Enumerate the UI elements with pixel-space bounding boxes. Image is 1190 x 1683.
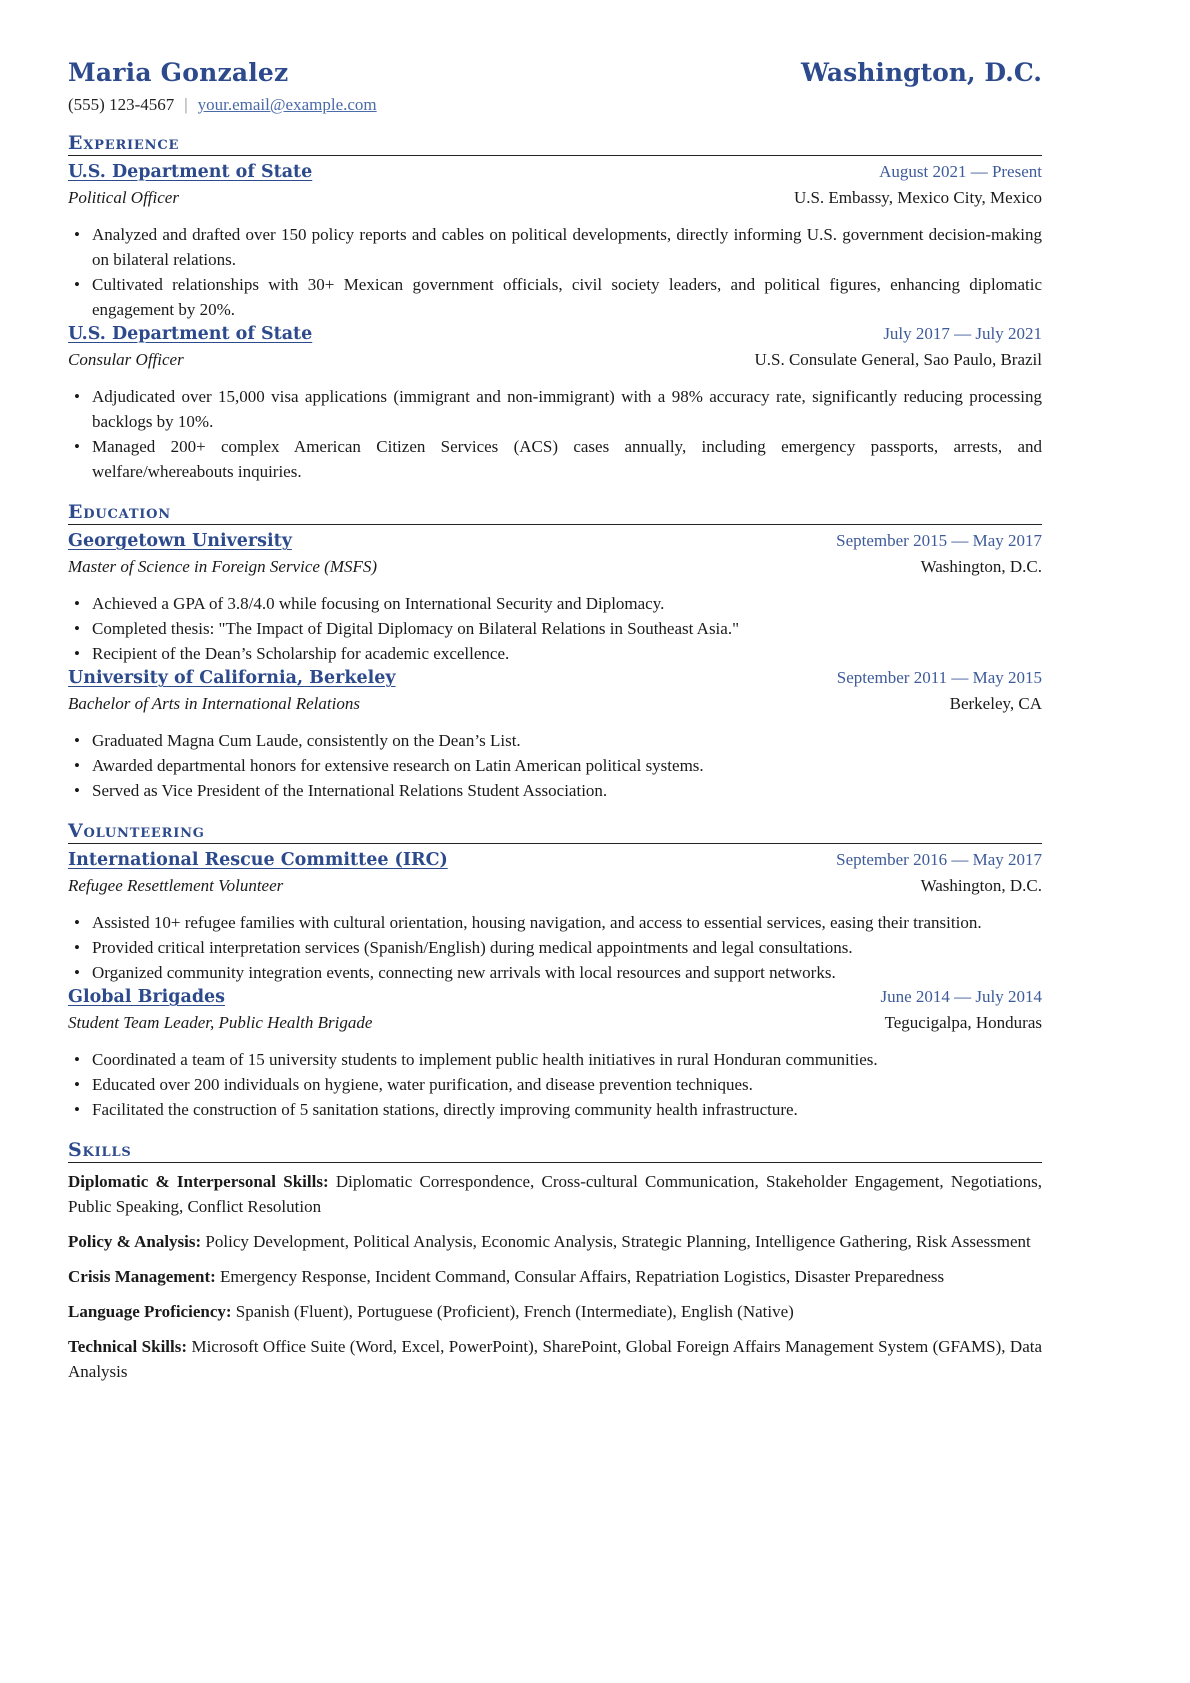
entry-role: Bachelor of Arts in International Relations [68,694,360,713]
entry-location: U.S. Embassy, Mexico City, Mexico [793,188,1042,207]
skill-label: Language Proficiency: [68,1302,232,1321]
education-entry [68,531,1042,666]
entry-role: Consular Officer [68,350,184,369]
skill-row [68,1299,1042,1324]
entry-location: Tegucigalpa, Honduras [884,1013,1042,1032]
entry-location: Washington, D.C. [920,557,1042,576]
bullet-item: • Completed thesis: "The Impact of Digital Diplomacy on Bilateral Relations in Southeast Asia." [68,616,1042,641]
volunteering-entry [68,987,1042,1122]
bullet-item: • Facilitated the construction of 5 sanitation stations, directly improving community health infrastructure. [68,1097,1042,1122]
bullet-item: • Managed 200+ complex American Citizen Services (ACS) cases annually, including emergency passports, arrests, and welfare/whereabouts inquiries. [68,434,1042,484]
entry-dates: September 2011 — May 2015 [836,668,1042,687]
bullet-list [68,728,1042,803]
resume-page [68,58,1042,1394]
entry-role: Refugee Resettlement Volunteer [68,876,284,895]
section-title-experience: Experience [68,131,1042,156]
skill-row [68,1229,1042,1254]
skill-value: Policy Development, Political Analysis, Economic Analysis, Strategic Planning, Intelligence Gathering, Risk Assessment [205,1232,1031,1251]
skill-value: Spanish (Fluent), Portuguese (Proficient), French (Intermediate), English (Native) [235,1302,794,1321]
bullet-item: • Awarded departmental honors for extensive research on Latin American political systems. [68,753,1042,778]
entry-dates: August 2021 — Present [879,162,1042,181]
skill-label: Policy & Analysis: [68,1232,202,1251]
skill-label: Crisis Management: [68,1267,216,1286]
bullet-item: • Cultivated relationships with 30+ Mexican government officials, civil society leaders, and political figures, enhancing diplomatic engagement by 20%. [68,272,1042,322]
organization-link[interactable]: U.S. Department of State [68,162,313,182]
skill-row [68,1169,1042,1219]
entry-dates: September 2016 — May 2017 [836,850,1042,869]
skill-row [68,1264,1042,1289]
organization-link[interactable]: University of California, Berkeley [68,668,396,688]
bullet-item: • Educated over 200 individuals on hygiene, water purification, and disease prevention techniques. [68,1072,1042,1097]
skills-list [68,1169,1042,1384]
skill-row [68,1334,1042,1384]
entry-dates: September 2015 — May 2017 [836,531,1042,550]
experience-entry [68,324,1042,484]
skill-value: Emergency Response, Incident Command, Consular Affairs, Repatriation Logistics, Disaster Preparedness [220,1267,945,1286]
contact-line [68,95,1042,115]
bullet-item: • Assisted 10+ refugee families with cultural orientation, housing navigation, and access to essential services, easing their transition. [68,910,1042,935]
bullet-item: • Graduated Magna Cum Laude, consistently on the Dean’s List. [68,728,1042,753]
section-title-volunteering: Volunteering [68,819,1042,844]
skill-value: Microsoft Office Suite (Word, Excel, PowerPoint), SharePoint, Global Foreign Affairs Management System (GFAMS), Data Analysis [68,1337,1043,1381]
section-title-education: Education [68,500,1042,525]
resume-header [68,58,1042,87]
bullet-item: • Achieved a GPA of 3.8/4.0 while focusing on International Security and Diplomacy. [68,591,1042,616]
entry-dates: July 2017 — July 2021 [883,324,1042,343]
entry-location: U.S. Consulate General, Sao Paulo, Brazil [754,350,1042,369]
volunteering-entry [68,850,1042,985]
email-link[interactable]: your.email@example.com [197,95,377,114]
entry-location: Berkeley, CA [949,694,1042,713]
bullet-list [68,222,1042,322]
skill-label: Technical Skills: [68,1337,188,1356]
bullet-item: • Organized community integration events, connecting new arrivals with local resources and support networks. [68,960,1042,985]
section-title-skills: Skills [68,1138,1042,1163]
education-entry [68,668,1042,803]
bullet-item: • Served as Vice President of the International Relations Student Association. [68,778,1042,803]
contact-separator: | [184,95,188,114]
candidate-location: Washington, D.C. [801,58,1042,87]
organization-link[interactable]: Global Brigades [68,987,226,1007]
bullet-list [68,1047,1042,1122]
bullet-item: • Analyzed and drafted over 150 policy reports and cables on political developments, directly informing U.S. government decision-making on bilateral relations. [68,222,1042,272]
phone-number: (555) 123-4567 [68,95,175,114]
entry-location: Washington, D.C. [920,876,1042,895]
entry-dates: June 2014 — July 2014 [880,987,1042,1006]
bullet-item: • Recipient of the Dean’s Scholarship for academic excellence. [68,641,1042,666]
skill-value: Diplomatic Correspondence, Cross-cultural Communication, Stakeholder Engagement, Negotiations, Public Speaking, Conflict Resolution [68,1172,1043,1216]
bullet-list [68,591,1042,666]
entry-role: Master of Science in Foreign Service (MSFS) [68,557,378,576]
bullet-item: • Coordinated a team of 15 university students to implement public health initiatives in rural Honduran communities. [68,1047,1042,1072]
organization-link[interactable]: U.S. Department of State [68,324,313,344]
experience-entry [68,162,1042,322]
skill-label: Diplomatic & Interpersonal Skills: [68,1172,329,1191]
organization-link[interactable]: Georgetown University [68,531,292,551]
bullet-list [68,910,1042,985]
candidate-name: Maria Gonzalez [68,58,289,87]
bullet-list [68,384,1042,484]
organization-link[interactable]: International Rescue Committee (IRC) [68,850,448,870]
bullet-item: • Provided critical interpretation services (Spanish/English) during medical appointments and legal consultations. [68,935,1042,960]
entry-role: Student Team Leader, Public Health Brigade [68,1013,373,1032]
bullet-item: • Adjudicated over 15,000 visa applications (immigrant and non-immigrant) with a 98% accuracy rate, significantly reducing processing backlogs by 10%. [68,384,1042,434]
entry-role: Political Officer [68,188,179,207]
